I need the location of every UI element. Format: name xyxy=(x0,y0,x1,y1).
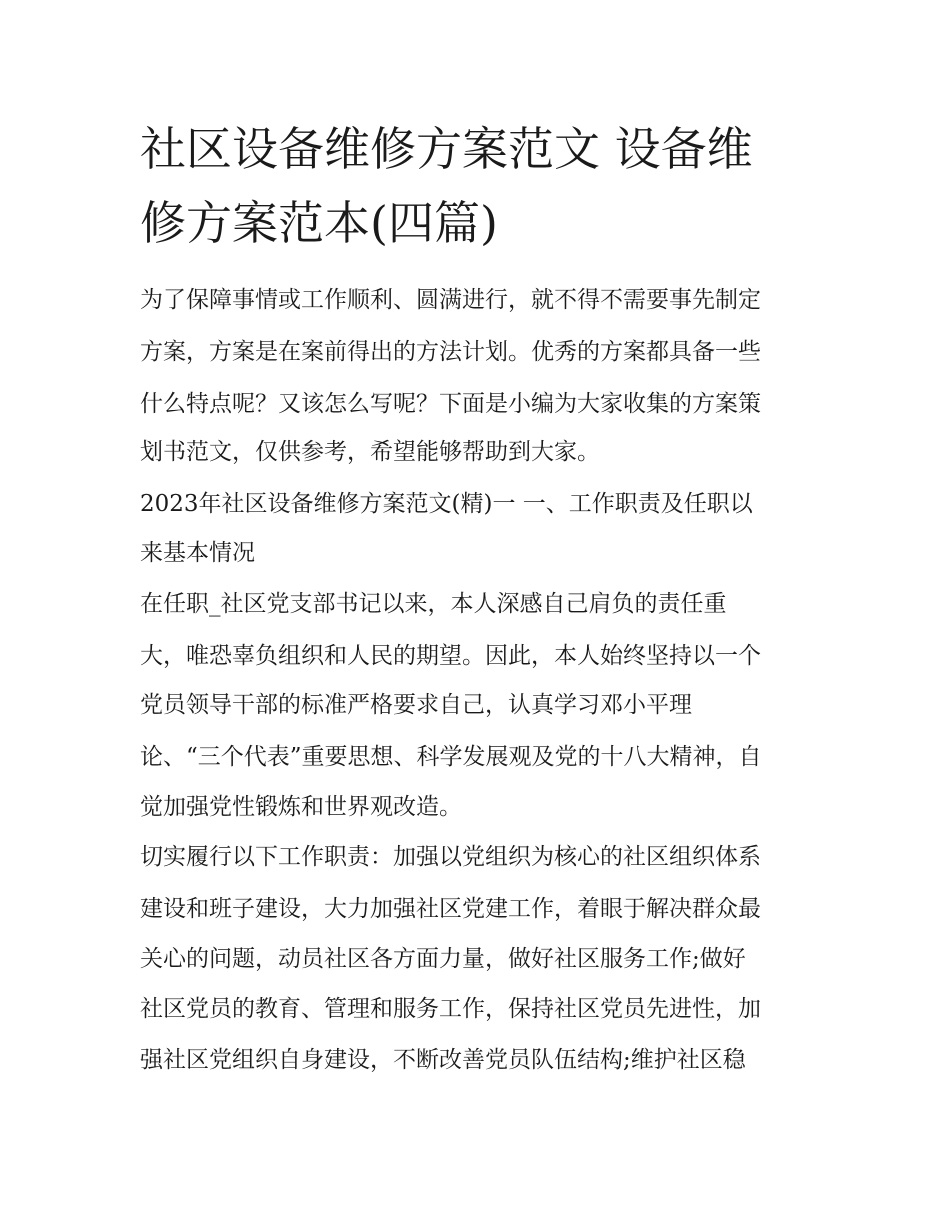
body-line: 2023年社区设备维修方案范文(精)一 一、工作职责及任职以 xyxy=(140,491,753,517)
body-line: 论、“三个代表”重要思想、科学发展观及党的十八大精神，自 xyxy=(140,744,762,770)
body-line: 社区党员的教育、管理和服务工作，保持社区党员先进性，加 xyxy=(140,996,761,1022)
body-line: 建设和班子建设，大力加强社区党建工作，着眼于解决群众最 xyxy=(140,896,761,922)
body-line: 觉加强党性锻炼和世界观改造。 xyxy=(140,794,462,820)
body-line: 大，唯恐辜负组织和人民的期望。因此，本人始终坚持以一个 xyxy=(140,643,761,669)
page-title xyxy=(140,112,820,260)
body-line: 为了保障事情或工作顺利、圆满进行，就不得不需要事先制定 xyxy=(140,287,761,313)
title-line-2: 修方案范本(四篇) xyxy=(140,196,498,250)
body-line: 来基本情况 xyxy=(140,540,255,566)
title-line-1: 社区设备维修方案范文 设备维 xyxy=(140,122,753,176)
body-line: 在任职_社区党支部书记以来，本人深感自己肩负的责任重 xyxy=(140,591,727,617)
body-line: 党员领导干部的标准严格要求自己，认真学习邓小平理 xyxy=(140,692,692,718)
body-line: 什么特点呢？又该怎么写呢？下面是小编为大家收集的方案策 xyxy=(140,391,761,417)
body-line: 划书范文，仅供参考，希望能够帮助到大家。 xyxy=(140,439,600,465)
body-line: 方案，方案是在案前得出的方法计划。优秀的方案都具备一些 xyxy=(140,339,761,365)
body-line: 强社区党组织自身建设，不断改善党员队伍结构;维护社区稳 xyxy=(140,1047,746,1073)
body-line: 切实履行以下工作职责：加强以党组织为核心的社区组织体系 xyxy=(140,844,761,870)
body-line: 关心的问题，动员社区各方面力量，做好社区服务工作;做好 xyxy=(140,946,746,972)
